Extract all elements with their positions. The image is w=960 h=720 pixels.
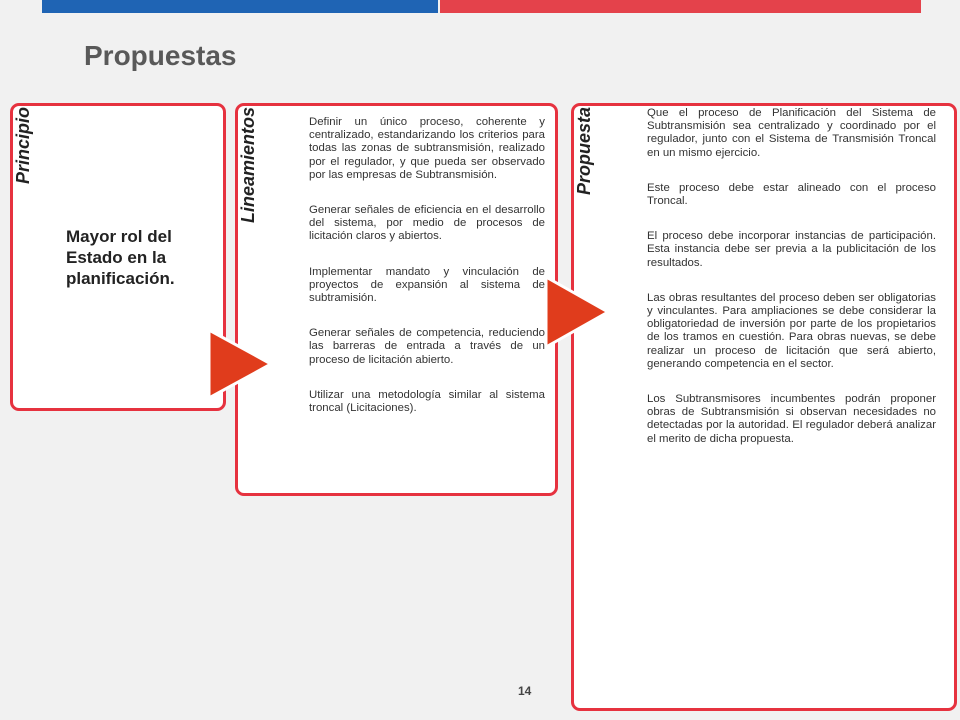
- lineamiento-item: Generar señales de competencia, reduciendo las barreras de entrada a través de un proceso de licitación abierto.: [309, 327, 545, 366]
- propuesta-label: Propuesta: [574, 107, 594, 196]
- page-number: 14: [518, 684, 532, 698]
- propuesta-item: El proceso debe incorporar instancias de participación. Esta instancia debe ser previa a la publicitación de los resultados.: [647, 230, 936, 269]
- arrow-right-icon: [207, 328, 273, 400]
- lineamiento-item: Utilizar una metodología similar al sistema troncal (Licitaciones).: [309, 388, 545, 415]
- lineamientos-label: Lineamientos: [238, 107, 258, 224]
- propuesta-item: Los Subtransmisores incumbentes podrán proponer obras de Subtransmisión si observan necesidades no detectadas por la autoridad. El regulador deberá analizar el merito de dicha propuesta.: [647, 393, 936, 445]
- principio-panel: [10, 103, 226, 411]
- lineamientos-panel: [235, 103, 558, 496]
- principio-text: Mayor rol del Estado en la planificación.: [66, 227, 175, 288]
- propuesta-list: [647, 107, 936, 446]
- lineamiento-item: Definir un único proceso, coherente y centralizado, estandarizando los criterios para todas las zonas de subtransmisión, realizado por el regulador, y que pueda ser observado por las empresas de Subtransmisión.: [309, 116, 545, 181]
- principio-label: Principio: [13, 107, 33, 185]
- propuesta-panel: [571, 103, 957, 711]
- top-blue-bar: [42, 0, 438, 13]
- lineamientos-list: [309, 116, 545, 415]
- propuesta-item: Este proceso debe estar alineado con el proceso Troncal.: [647, 181, 936, 208]
- propuesta-item: Que el proceso de Planificación del Sistema de Subtransmisión sea centralizado y coordinado por el regulador, junto con el Sistema de Transmisión Troncal en un mismo ejercicio.: [647, 107, 936, 159]
- lineamiento-item: Implementar mandato y vinculación de proyectos de expansión al sistema de subtramisión.: [309, 265, 545, 305]
- top-red-bar: [440, 0, 921, 13]
- lineamiento-item: Generar señales de eficiencia en el desarrollo del sistema, por medio de procesos de licitación claros y abiertos.: [309, 204, 545, 243]
- page-title: Propuestas: [84, 40, 237, 71]
- propuesta-item: Las obras resultantes del proceso deben ser obligatorias y vinculantes. Para ampliaciones se debe considerar la obligatoriedad de inversión por parte de los propietarios de los tramos en cuestión. Para obras nuevas, se debe realizar un proceso de licitación que será abierto, generando competencia en el sector.: [647, 291, 936, 370]
- arrow-right-icon: [544, 275, 610, 349]
